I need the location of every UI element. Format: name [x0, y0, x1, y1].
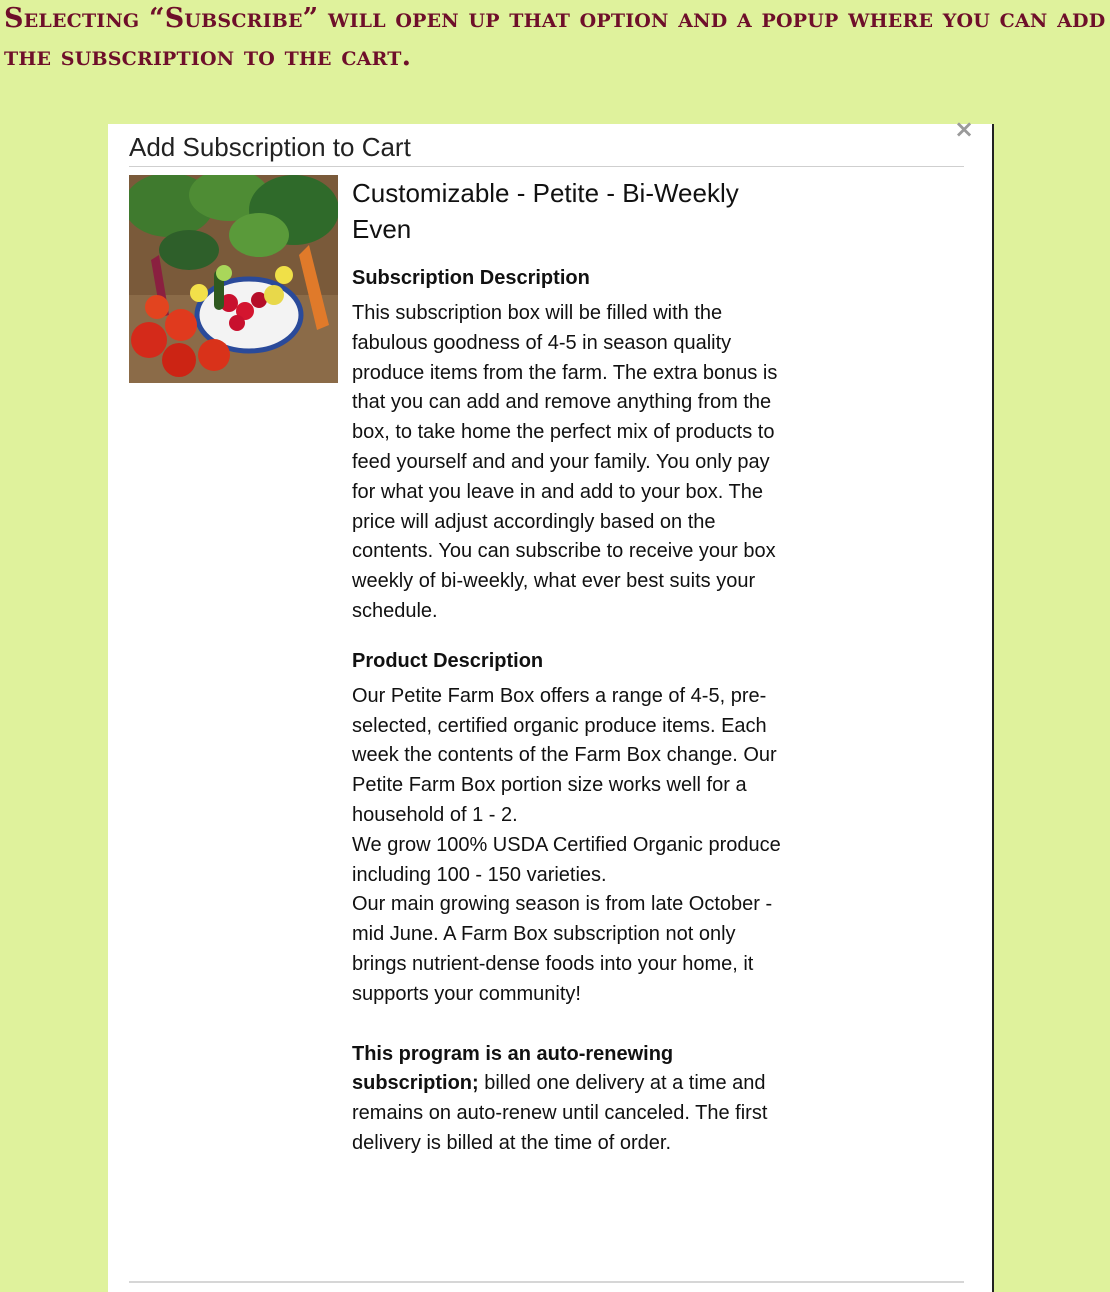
modal-title: Add Subscription to Cart [129, 132, 411, 162]
product-description-part-1: Our Petite Farm Box offers a range of 4-5, pre-selected, certified organic produce items. Each week the contents of the Farm Box change. Our Petite Farm Box portion size works well for a household of 1 - 2. [352, 684, 777, 826]
subscription-description-heading: Subscription Description [352, 267, 590, 289]
add-subscription-modal [108, 115, 994, 1292]
product-image [129, 175, 338, 383]
auto-renew-text: billed one delivery at a time and remains on auto-renew until canceled. The first delivery is billed at the time of order. [352, 1072, 768, 1154]
auto-renew-notice [352, 1040, 782, 1159]
product-name: Customizable - Petite - Bi-Weekly Even [352, 178, 739, 244]
instruction-caption: Selecting “Subscribe” will open up that option and a popup where you can add the subscription to the cart. [4, 3, 1106, 72]
subscription-description-text: This subscription box will be filled with the fabulous goodness of 4-5 in season quality produce items from the farm. The extra bonus is that you can add and remove anything from the box, to take home the perfect mix of products to feed yourself and and your family. You only pay for what you leave in and add to your box. The price will adjust accordingly based on the contents. You can subscribe to receive your box weekly of bi-weekly, what ever best suits your schedule. [352, 302, 778, 622]
product-description-part-2: We grow 100% USDA Certified Organic produce including 100 - 150 varieties. [352, 833, 781, 886]
product-description-part-3: Our main growing season is from late October - mid June. A Farm Box subscription not only brings nutrient-dense foods into your home, it supports your community! [352, 893, 773, 1005]
product-details [352, 175, 782, 1159]
product-description-text [352, 682, 782, 1010]
title-divider [129, 166, 964, 167]
produce-photo-icon [129, 175, 338, 383]
product-description-heading: Product Description [352, 649, 544, 672]
close-icon[interactable]: × [953, 115, 975, 143]
auto-renew-bold: This program is an auto-renewing subscription; [352, 1042, 674, 1095]
footer-divider [129, 1281, 964, 1283]
